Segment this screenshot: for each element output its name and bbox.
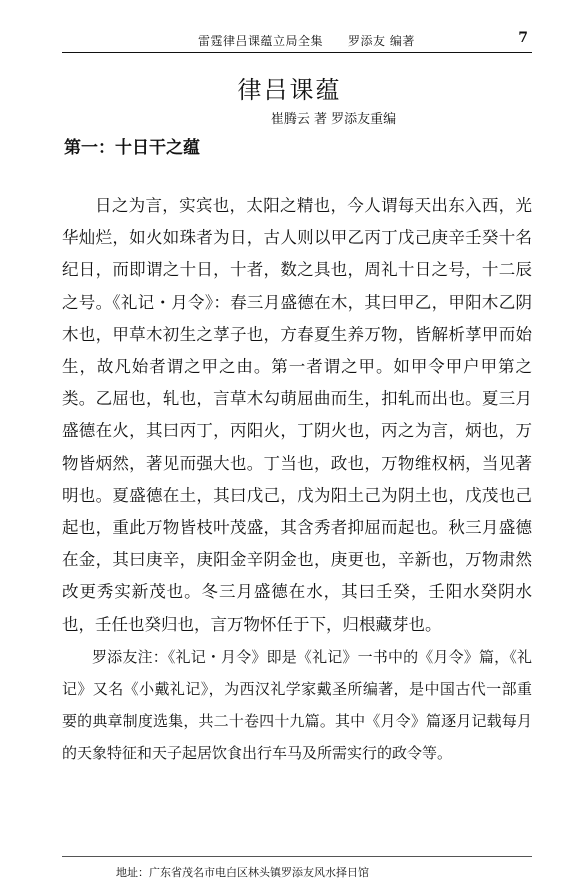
page-number: 7 (518, 30, 528, 46)
running-header (62, 30, 532, 53)
body-text (62, 190, 532, 769)
main-paragraph: 日之为言，实宾也，太阳之精也，今人谓每天出东入西，光华灿烂，如火如珠者为日，古人则以甲乙丙丁戊己庚辛壬癸十名纪日，而即谓之十日，十者，数之具也，周礼十日之号，十二辰之号。《礼记・月令》：春三月盛德在木，其曰甲乙，甲阳木乙阴木也，甲草木初生之莩子也，方春夏生养万物，皆解析莩甲而始生，故凡始者谓之甲之由。第一者谓之甲。如甲令甲户甲第之类。乙屈也，轧也，言草木勾萌屈曲而生，扣轧而出也。夏三月盛德在火，其曰丙丁，丙阳火，丁阴火也，丙之为言，炳也，万物皆炳然，著见而强大也。丁当也，政也，万物维权柄，当见著明也。夏盛德在土，其曰戊己，戊为阳土己为阴土也，戊茂也己起也，重此万物皆枝叶茂盛，其含秀者抑屈而起也。秋三月盛德在金，其曰庚辛，庚阳金辛阴金也，庚更也，辛新也，万物肃然改更秀实新茂也。冬三月盛德在水，其曰壬癸，壬阳水癸阴水也，壬任也癸归也，言万物怀任于下，归根藏芽也。 (62, 196, 532, 634)
byline: 崔腾云 著 罗添友重编 (270, 112, 397, 127)
running-title: 雷霆律吕课蕴立局全集 罗添友 编著 (198, 34, 415, 48)
footer-address: 地址：广东省茂名市电白区林头镇罗添友风水择日馆 (116, 866, 369, 879)
page-footer (0, 856, 579, 896)
editor-note: 罗添友注：《礼记・月令》即是《礼记》一书中的《月令》篇，《礼记》又名《小戴礼记》，为西汉礼学家戴圣所编著，是中国古代一部重要的典章制度选集，共二十卷四十九篇。其中《月令》篇逐月记载每月的天象特征和天子起居饮食出行车马及所需实行的政令等。 (62, 647, 532, 762)
footer-divider (62, 856, 532, 857)
section-heading: 第一：十日干之蕴 (64, 138, 200, 158)
chapter-title: 律吕课蕴 (237, 76, 342, 104)
